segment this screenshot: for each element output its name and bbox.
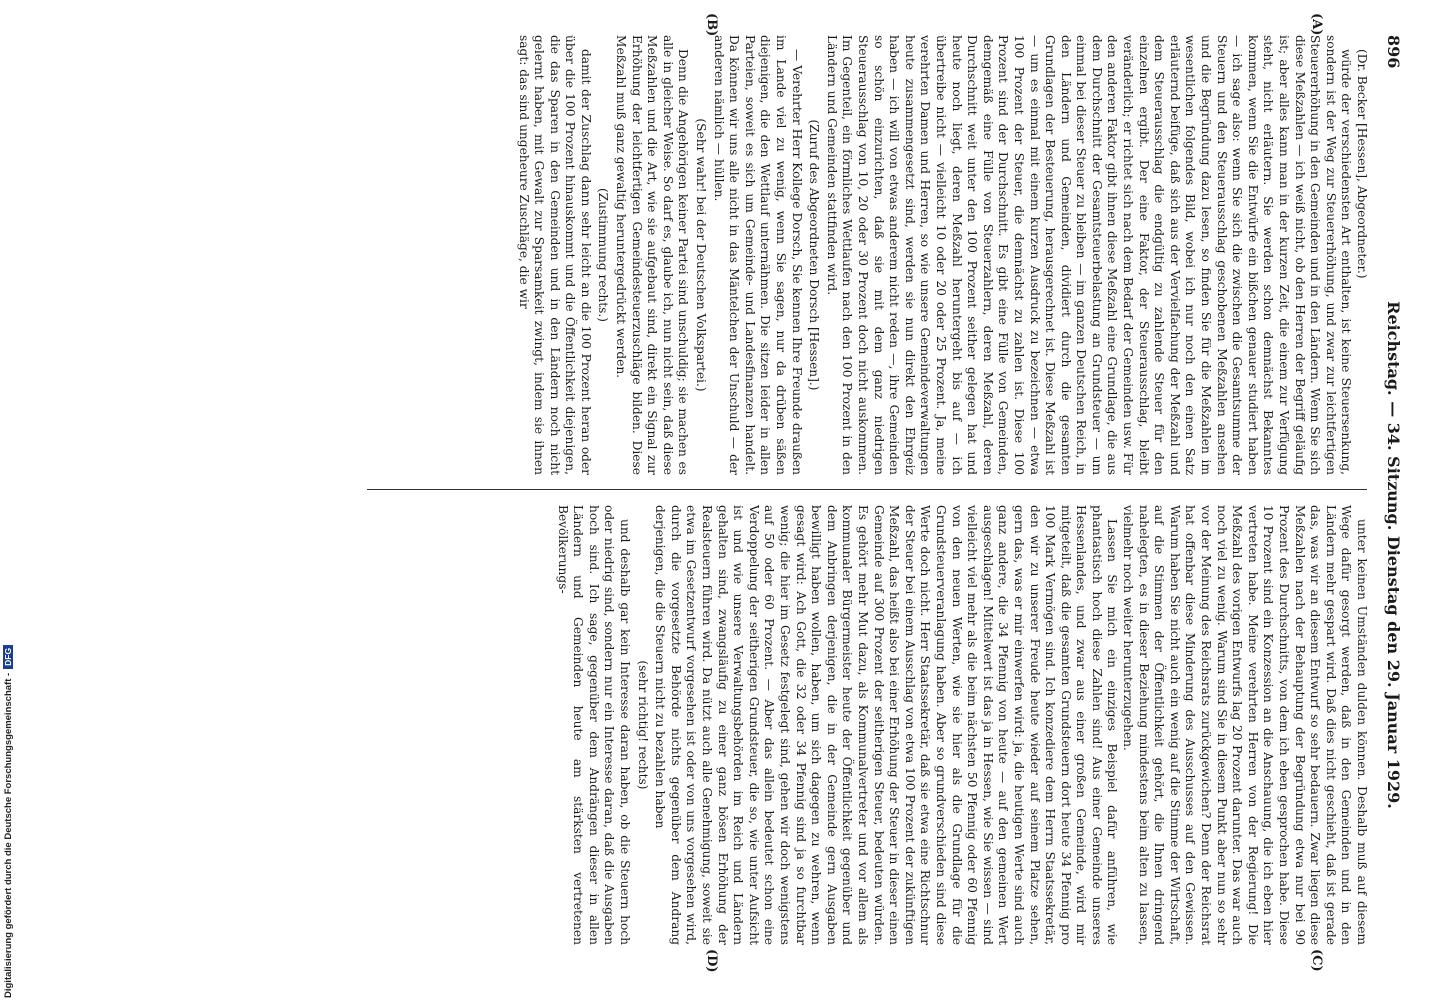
interjection: (Sehr wahr! bei der Deutschen Volkspartei.): [694, 118, 709, 392]
scanned-page: [19, 5, 1419, 975]
speaker-line: (Dr. Becker [Hessen], Abgeordneter.): [1355, 49, 1369, 279]
margin-marker-b: (B): [704, 13, 719, 37]
right-column: [59, 505, 1369, 945]
paragraph: unter keinen Umständen dulden können. Deshalb muß auf diesem Wege dafür gesorgt werden, daß in den Gemeinden und in den Ländern mehr gespart wird. Daß dies nicht geschieht, daß ist gerade das, was wir an diesem Entwurf so sehr bedauern. Zwar liegen diese Meßzahlen nach der Behauptung der Begründung etwa nur bei 90 Prozent des Durchschnitts, von dem ich eben gesprochen habe. Diese 10 Prozent sind ein Konzession an die Anschauung, die ich eben hier vertreten habe. Meine verehrten Herren von der Regierung! Die Meßzahl des vorigen Entwurfs lag 20 Prozent darunter. Das war auch noch viel zu wenig. Warum sind Sie in diesem Punkt aber nun so sehr vor der Meinung des Reichsrats zurückgewichen? Denn der Reichsrat hat offenbar diese Minderung des Ausschusses auf den Gewissen. Warum haben Sie nicht auch ein wenig auf die Stimme der Wirtschaft, auf die Stimmen der Öffentlichkeit gehört, die Ihnen dringend nahelegten, es in dieser Beziehung mindestens beim alten zu lassen, vielmehr noch weiter herunterzugehen.: [1121, 505, 1369, 945]
digitization-credit: [3, 645, 14, 998]
left-column: [59, 35, 1369, 475]
paragraph: damit der Zuschlag dann sehr leicht an die 100 Prozent heran oder über die 100 Prozent hinauskommt und die Öffentlichkeit diejenigen, die das Sparen in den Gemeinden und in den Ländern noch nicht gelernt haben, mit Gewalt zur Sparsamkeit zwingt, indem sie ihnen sagt: das sind ungeheure Zuschläge, die wir: [516, 35, 593, 475]
digitization-credit-strip: [0, 0, 20, 1000]
margin-marker-c: (C): [1309, 949, 1324, 972]
paragraph: und deshalb gar kein Interesse daran haben, ob die Steuern hoch oder niedrig sind, sondern nur ein Interesse daran, daß die Ausgaben hoch sind. Ich sage, gegenüber dem Andrängen dieser in allen Ländern und Gemeinden heute am stärksten vertretenen Bevölkerungs-: [555, 505, 633, 945]
paragraph: — Verehrter Herr Kollege Dorsch, Sie kennen Ihre Freunde draußen im Lande viel zu wenig, wenn Sie sagen, nur da drüben säßen diejenigen, die den Wettlauf unternähmen. Die sitzen leider in allen Parteien, soweit es sich um Gemeinde- und Landesfinanzen handelt. Da können wir uns alle nicht in das Mäntelchen der Unschuld — der anderen nämlich — hüllen.: [711, 35, 804, 475]
paragraph: würde der verschiedensten Art enthalten, ist keine Steuersenkung, sondern ist der Weg zur Steuererhöhung, und zwar zur leichtfertigen Steuererhöhung in den Gemeinden und in den Ländern. Wenn Sie sich diese Meßzahlen — ich weiß nicht, ob den Herren der Begriff geläufig ist; aber alles kann man in der kurzen Zeit, die einem zur Verfügung steht, nicht erläutern. Sie werden schon demnächst Bekanntes kommen, wenn Sie die Entwürfe ein bißchen genauer studiert haben — ich sage also: wenn Sie sich die zwischen die Gesamtsumme der Steuern und den Steuerausschlag geschobenen Meßzahlen ansehen und die Begründung dazu lesen, so finden Sie für die Meßzahlen im wesentlichen folgendes Bild, wobei ich nur noch den einen Satz erläuternd beifüge, daß sich aus der Vervielfachung der Meßzahl und dem Steuerausschlag die endgültig zu zahlende Steuer für den einzelnen ergibt. Der eine Faktor, der Steuerausschlag, bleibt veränderlich; er richtet sich nach dem Bedarf der Gemeinden usw. Für den anderen Faktor gibt ihnen diese Meßzahl eine Grundlage, die aus dem Durchschnitt der Gesamtsteuerbelastung an Grundsteuer — um einmal bei dieser Steuer zu bleiben — im ganzen Deutschen Reich, in den Ländern und Gemeinden, dividiert durch die gesamten Grundlagen der Besteuerung, herausgerechnet ist. Diese Meßzahl ist — um es einmal mit einem kurzen Ausdruck zu bezeichnen — etwa 100 Prozent der Steuer, die demnächst zu zahlen ist. Diese 100 Prozent sind der Durchschnitt. Es gibt eine Fülle von Gemeinden, demgemäß eine Fülle von Steuerzahlern, deren Meßzahl, deren Durchschnitt weit unter den 100 Prozent seither gelegen hat und heute noch liegt, deren Meßzahl heruntergeht bis auf — ich übertreibe nicht — vielleicht 10 oder 20 oder 25 Prozent. Ja, meine verehrten Damen und Herren, so wie unsere Gemeindeverwaltungen heute zusammengesetzt sind, werden sie nun direkt den Ehrgeiz haben — ich will von etwas anderem nicht reden —, ihre Gemeinden so schön einzurichten, daß sie mit dem ganz niedrigen Steuerausschlag von 10, 20 oder 30 Prozent doch nicht auskommen. Im Gegenteil, ein förmliches Wettlaufen nach den 100 Prozent in den Ländern und Gemeinden stattfinden wird.: [824, 35, 1354, 475]
interjection: (Zustimmung rechts.): [596, 187, 611, 323]
column-divider: [367, 489, 1367, 490]
page-number: 896: [1384, 35, 1403, 69]
running-head: Reichstag. — 34. Sitzung. Dienstag den 29. Januar 1929.: [1384, 301, 1403, 809]
paragraph: Denn die Angehörigen keiner Partei sind unschuldig; sie machen es alle in gleicher Weise. So darf es, glaube ich, nun nicht sein, daß diese Meßzahlen und die Art, wie sie aufgebaut sind, direkt ein Signal zur Erhöhung der leichtfertigen Gemeindesteuerzuschläge bilden. Diese Meßzahl muß ganz gewaltig heruntergedrückt werden.: [614, 35, 691, 475]
paragraph: Lassen Sie mich ein einziges Beispiel dafür anführen, wie phantastisch hoch diese Zahlen sind! Aus einer Gemeinde unseres Hessenlandes, und zwar aus einer großen Gemeinde, wird mir mitgeteilt, daß die gesamten Grundsteuern dort heute 34 Pfennig pro 100 Mark Vermögen sind. Ich konzediere dem Herrn Staatssekretär, den wir zu unserer Freude heute wieder auf seinem Platze sehen, gern das, was er mir einwerfen wird: ja, die heutigen Werte sind auch ganz andere, die 34 Pfennig von heute — auf den gemeinen Wert ausgeschlagen! Mittelwert ist das ja in Hessen, wie Sie wissen — sind vielleicht viel mehr als die beim nächsten 50 Pfennig oder 60 Pfennig von den neuen Werten, wie sie hier als die Grundlage für die Grundsteuerveranlagung haben. Aber so grundverschieden sind diese Werte doch nicht. Herr Staatssekretär, daß sie etwa eine Richtschnur der Steuer bei einem Ausschlag von etwa 100 Prozent der zukünftigen Meßzahl, das heißt also bei einer Erhöhung der Steuer in dieser einen Gemeinde auf 300 Prozent der seitherigen Steuer, bedeuten würden. Es gehört mehr Mut dazu, als Kommunalvertreter und vor allem als kommunaler Bürgermeister heute der Öffentlichkeit gegenüber und dem Anbringen derjenigen, die in der Gemeinde gern Ausgaben bewilligt haben wollen, haben, um sich dagegen zu wehren, wenn gesagt wird: Ach Gott, die 32 oder 34 Pfennig sind ja so furchtbar wenig; die hier im Gesetz festgelegt sind, gehen wir doch wenigstens auf 50 oder 60 Prozent. — Aber das allein bedeutet schon eine Verdoppelung der seitherigen Grundsteuer, die so, wie unter Aufsicht ist und wie unsere Verwaltungsbehörden im Reich und Ländern gehalten sind, zwangsläufig zu einer ganz bösen Erhöhung der Realsteuern führen wird. Da nützt auch alle Genehmigung, soweit sie etwa im Gesetzentwurf vorgesehen ist oder von uns vorgesehen wird, durch die vorgesetzte Behörde nichts gegenüber dem Andrang derjenigen, die die Steuern nicht zu bezahlen haben: [653, 505, 1120, 945]
dfg-logo: DFG: [3, 645, 13, 669]
margin-marker-d: (D): [704, 949, 719, 973]
interjection: (Zuruf des Abgeordneten Dorsch [Hessen].): [807, 119, 822, 391]
credit-text: Digitalisierung gefördert durch die Deutsche Forschungsgemeinschaft -: [3, 672, 14, 998]
margin-marker-a: (A): [1309, 13, 1324, 36]
interjection: (sehr richtig! rechts): [635, 660, 650, 790]
page-header: [1375, 35, 1401, 945]
